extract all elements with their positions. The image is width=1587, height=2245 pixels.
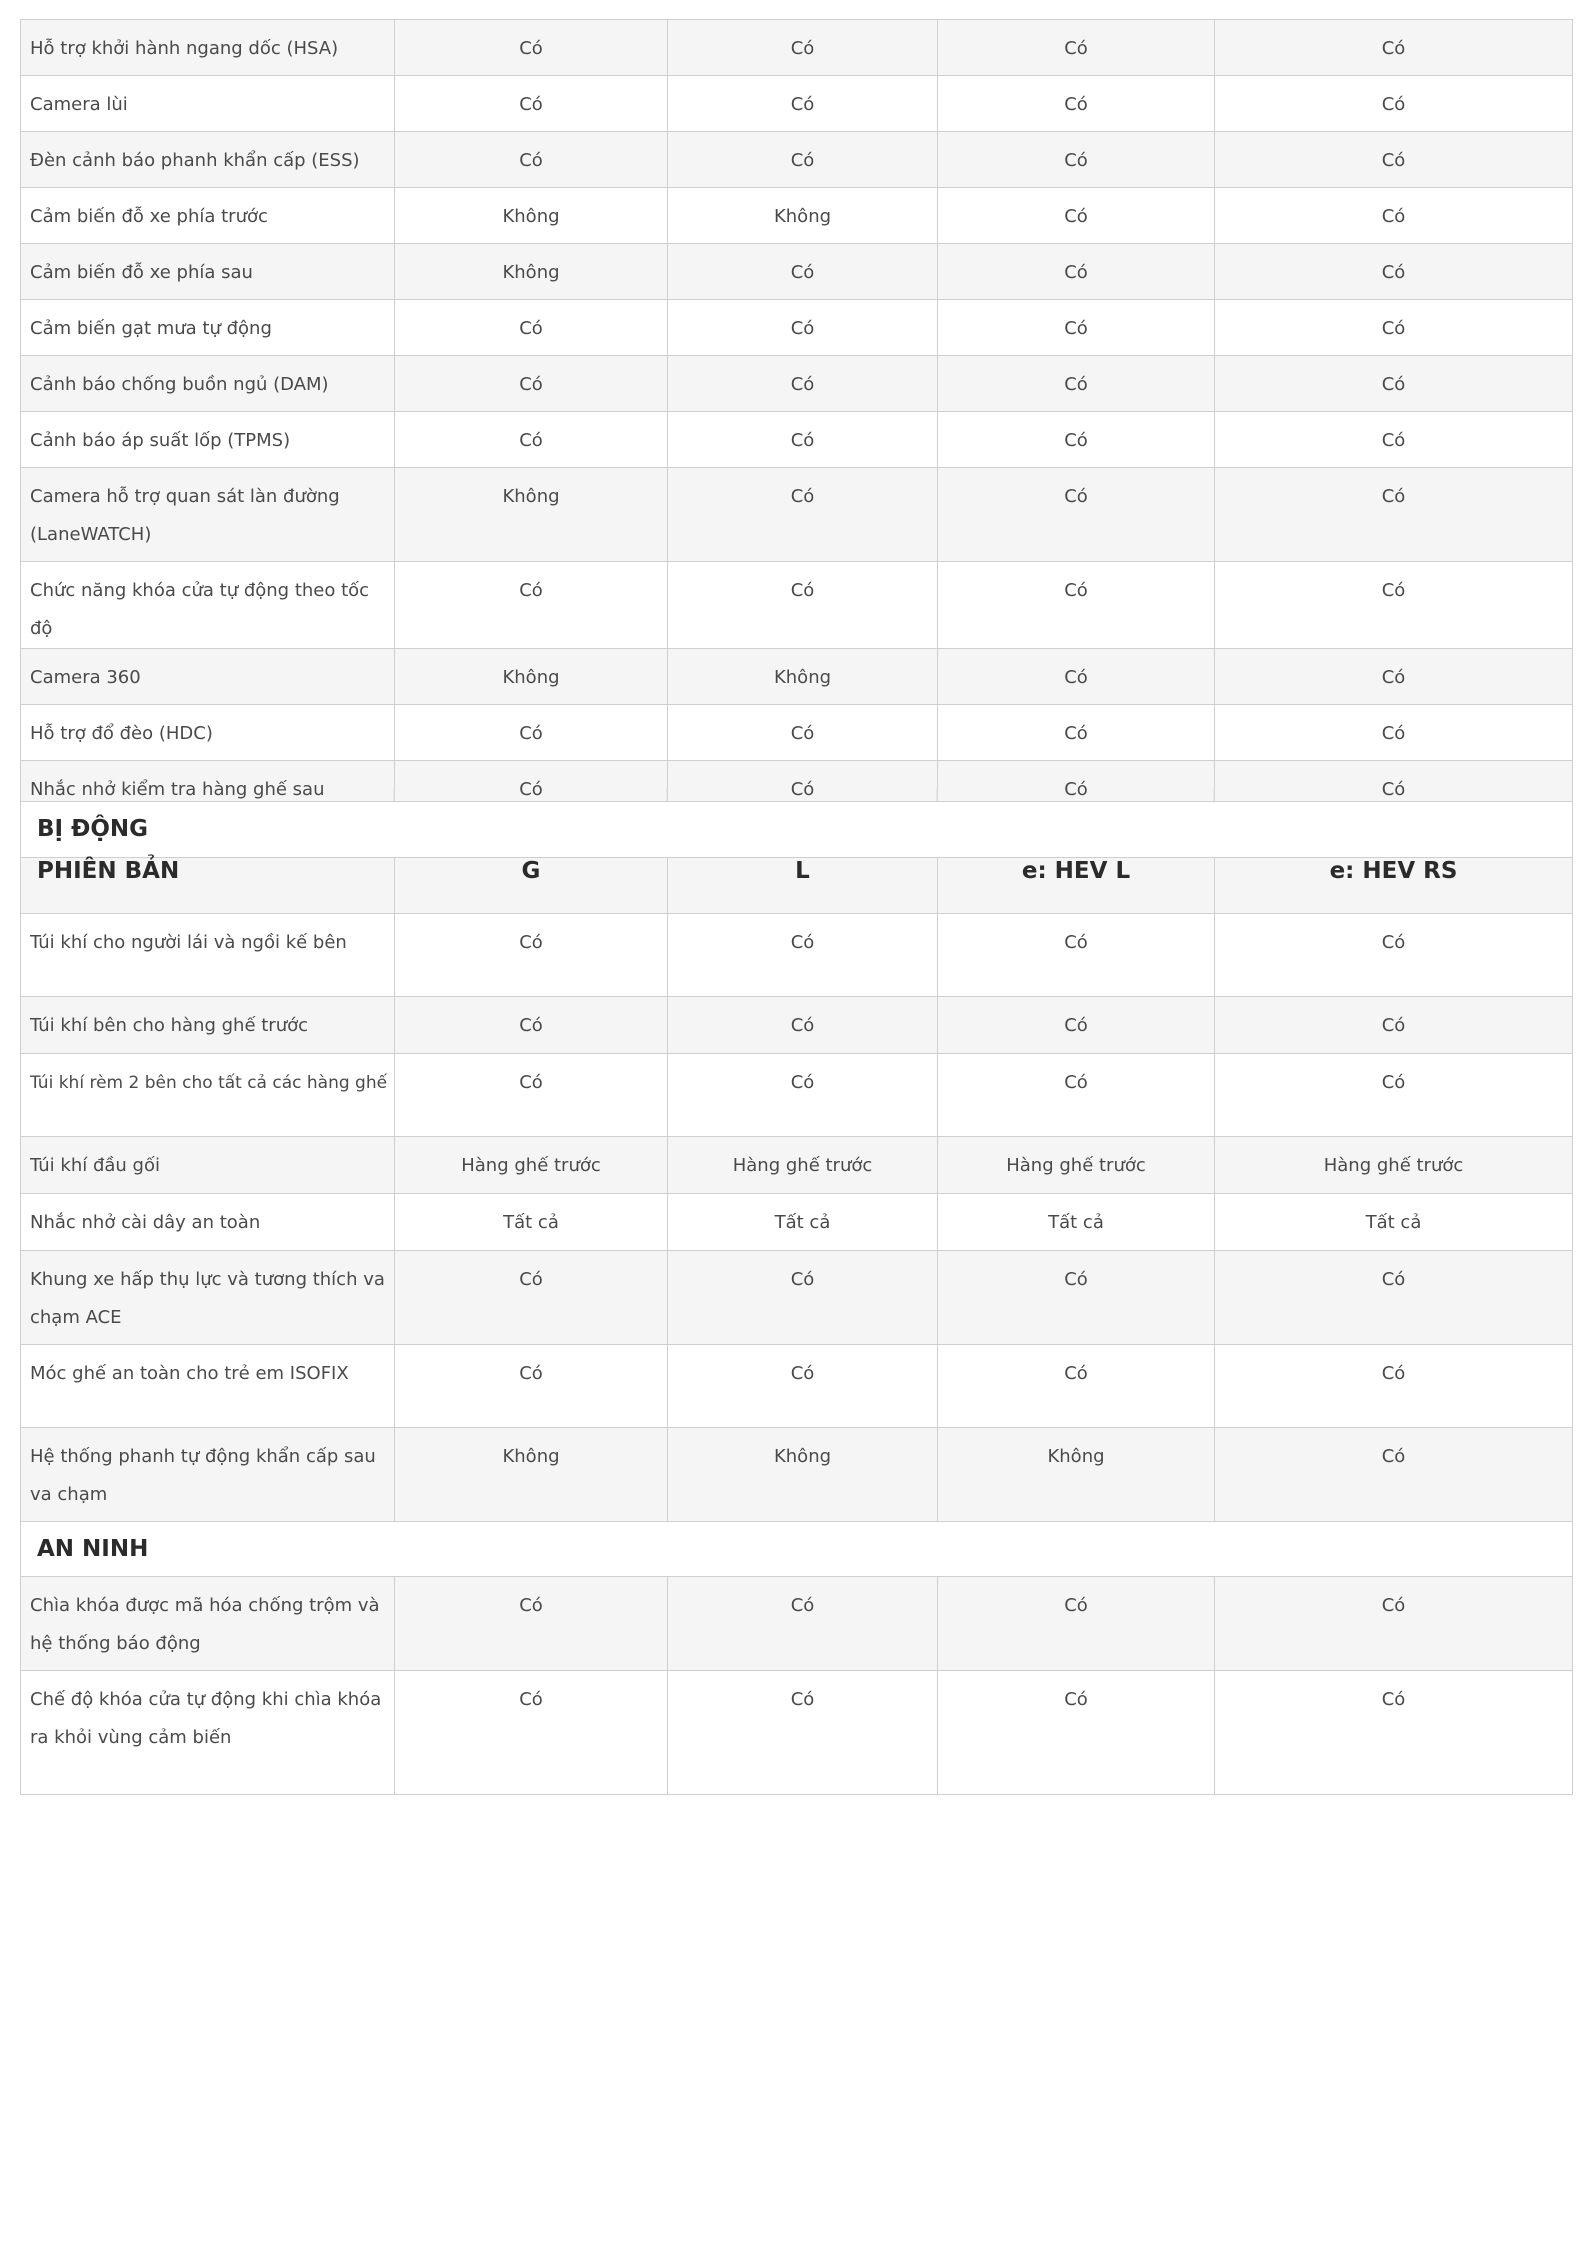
value-hev-rs: Có xyxy=(1215,649,1573,705)
value-hev-rs: Có xyxy=(1215,1054,1573,1137)
value-l: Có xyxy=(668,1054,938,1137)
feature-label: Nhắc nhở kiểm tra hàng ghế sau xyxy=(21,761,395,817)
value-hev-l: Có xyxy=(938,1251,1215,1345)
value-g: Không xyxy=(395,649,668,705)
value-hev-l: Tất cả xyxy=(938,1194,1215,1251)
feature-label: Cảnh báo chống buồn ngủ (DAM) xyxy=(21,356,395,412)
value-g: Tất cả xyxy=(395,1194,668,1251)
value-g: Có xyxy=(395,1054,668,1137)
table-row xyxy=(21,1345,1573,1428)
section-row xyxy=(21,1522,1573,1577)
passive-security-table xyxy=(20,801,1573,1795)
feature-label: Cảm biến đỗ xe phía trước xyxy=(21,188,395,244)
value-g: Không xyxy=(395,188,668,244)
header-version-l: L xyxy=(668,858,938,914)
safety-features-table xyxy=(20,19,1573,817)
value-l: Có xyxy=(668,705,938,761)
value-hev-l: Có xyxy=(938,76,1215,132)
value-hev-l: Có xyxy=(938,132,1215,188)
value-hev-rs: Có xyxy=(1215,1345,1573,1428)
value-hev-rs: Hàng ghế trước xyxy=(1215,1137,1573,1194)
value-hev-rs: Có xyxy=(1215,914,1573,997)
value-l: Có xyxy=(668,1251,938,1345)
value-l: Không xyxy=(668,1428,938,1522)
value-hev-rs: Có xyxy=(1215,1251,1573,1345)
table-row xyxy=(21,356,1573,412)
table-row xyxy=(21,649,1573,705)
value-g: Có xyxy=(395,1577,668,1671)
feature-label: Đèn cảnh báo phanh khẩn cấp (ESS) xyxy=(21,132,395,188)
table-row xyxy=(21,76,1573,132)
section-row xyxy=(21,802,1573,858)
value-g: Không xyxy=(395,1428,668,1522)
value-hev-rs: Có xyxy=(1215,244,1573,300)
value-hev-rs: Có xyxy=(1215,76,1573,132)
value-l: Hàng ghế trước xyxy=(668,1137,938,1194)
table-row xyxy=(21,300,1573,356)
feature-label: Camera lùi xyxy=(21,76,395,132)
value-l: Có xyxy=(668,468,938,562)
value-hev-rs: Có xyxy=(1215,705,1573,761)
value-hev-l: Có xyxy=(938,244,1215,300)
value-hev-l: Có xyxy=(938,300,1215,356)
table-row xyxy=(21,1577,1573,1671)
value-hev-rs: Có xyxy=(1215,997,1573,1054)
value-l: Có xyxy=(668,914,938,997)
table-row xyxy=(21,412,1573,468)
value-hev-rs: Có xyxy=(1215,20,1573,76)
value-hev-l: Có xyxy=(938,468,1215,562)
table-row xyxy=(21,914,1573,997)
table-row xyxy=(21,705,1573,761)
value-hev-l: Có xyxy=(938,562,1215,649)
value-l: Có xyxy=(668,300,938,356)
value-g: Có xyxy=(395,20,668,76)
value-hev-l: Có xyxy=(938,1345,1215,1428)
value-hev-l: Có xyxy=(938,1671,1215,1795)
value-hev-rs: Có xyxy=(1215,356,1573,412)
value-g: Có xyxy=(395,132,668,188)
feature-label: Chìa khóa được mã hóa chống trộm và hệ thống báo động xyxy=(21,1577,395,1671)
value-hev-l: Có xyxy=(938,997,1215,1054)
value-g: Không xyxy=(395,468,668,562)
table-row xyxy=(21,1194,1573,1251)
table-row xyxy=(21,244,1573,300)
feature-label: Túi khí bên cho hàng ghế trước xyxy=(21,997,395,1054)
value-l: Có xyxy=(668,356,938,412)
header-version-label: PHIÊN BẢN xyxy=(21,858,395,914)
table-row xyxy=(21,562,1573,649)
value-l: Tất cả xyxy=(668,1194,938,1251)
feature-label: Chức năng khóa cửa tự động theo tốc độ xyxy=(21,562,395,649)
table-row xyxy=(21,997,1573,1054)
value-l: Có xyxy=(668,1577,938,1671)
feature-label: Camera 360 xyxy=(21,649,395,705)
table-row xyxy=(21,188,1573,244)
table-row xyxy=(21,1428,1573,1522)
value-g: Có xyxy=(395,705,668,761)
value-hev-rs: Tất cả xyxy=(1215,1194,1573,1251)
value-g: Có xyxy=(395,997,668,1054)
feature-label: Khung xe hấp thụ lực và tương thích va chạm ACE xyxy=(21,1251,395,1345)
value-g: Có xyxy=(395,914,668,997)
header-version-hev-l: e: HEV L xyxy=(938,858,1215,914)
header-row xyxy=(21,858,1573,914)
value-g: Có xyxy=(395,1345,668,1428)
value-hev-l: Có xyxy=(938,914,1215,997)
value-g: Có xyxy=(395,300,668,356)
value-g: Có xyxy=(395,562,668,649)
value-l: Có xyxy=(668,761,938,817)
value-g: Có xyxy=(395,76,668,132)
value-l: Có xyxy=(668,1345,938,1428)
value-l: Có xyxy=(668,244,938,300)
value-l: Có xyxy=(668,132,938,188)
feature-label: Chế độ khóa cửa tự động khi chìa khóa ra khỏi vùng cảm biến xyxy=(21,1671,395,1795)
table-row xyxy=(21,20,1573,76)
value-hev-l: Hàng ghế trước xyxy=(938,1137,1215,1194)
value-hev-l: Không xyxy=(938,1428,1215,1522)
value-hev-l: Có xyxy=(938,1577,1215,1671)
value-l: Có xyxy=(668,997,938,1054)
value-l: Có xyxy=(668,412,938,468)
header-version-g: G xyxy=(395,858,668,914)
table-row xyxy=(21,1671,1573,1795)
value-hev-rs: Có xyxy=(1215,300,1573,356)
value-hev-rs: Có xyxy=(1215,1577,1573,1671)
value-hev-rs: Có xyxy=(1215,188,1573,244)
value-hev-rs: Có xyxy=(1215,132,1573,188)
value-hev-l: Có xyxy=(938,356,1215,412)
value-l: Có xyxy=(668,20,938,76)
value-g: Hàng ghế trước xyxy=(395,1137,668,1194)
value-hev-rs: Có xyxy=(1215,468,1573,562)
table-row xyxy=(21,1054,1573,1137)
value-g: Có xyxy=(395,412,668,468)
feature-label: Túi khí cho người lái và ngồi kế bên xyxy=(21,914,395,997)
table-row xyxy=(21,1137,1573,1194)
value-hev-l: Có xyxy=(938,20,1215,76)
table-row xyxy=(21,1251,1573,1345)
value-hev-rs: Có xyxy=(1215,761,1573,817)
table-gap-divider xyxy=(20,789,1572,801)
value-hev-l: Có xyxy=(938,1054,1215,1137)
feature-label: Cảm biến gạt mưa tự động xyxy=(21,300,395,356)
value-hev-l: Có xyxy=(938,412,1215,468)
value-l: Không xyxy=(668,188,938,244)
section-title-passive: BỊ ĐỘNG xyxy=(21,802,1573,858)
value-g: Có xyxy=(395,761,668,817)
feature-label: Cảm biến đỗ xe phía sau xyxy=(21,244,395,300)
value-g: Có xyxy=(395,1251,668,1345)
feature-label: Túi khí rèm 2 bên cho tất cả các hàng ghế xyxy=(21,1054,395,1137)
feature-label: Túi khí đầu gối xyxy=(21,1137,395,1194)
value-hev-rs: Có xyxy=(1215,412,1573,468)
feature-label: Camera hỗ trợ quan sát làn đường (LaneWATCH) xyxy=(21,468,395,562)
feature-label: Móc ghế an toàn cho trẻ em ISOFIX xyxy=(21,1345,395,1428)
value-hev-rs: Có xyxy=(1215,1428,1573,1522)
section-title-security: AN NINH xyxy=(21,1522,1573,1577)
value-l: Có xyxy=(668,76,938,132)
value-hev-l: Có xyxy=(938,188,1215,244)
value-g: Không xyxy=(395,244,668,300)
feature-label: Hỗ trợ khởi hành ngang dốc (HSA) xyxy=(21,20,395,76)
table-row xyxy=(21,468,1573,562)
value-hev-rs: Có xyxy=(1215,1671,1573,1795)
feature-label: Cảnh báo áp suất lốp (TPMS) xyxy=(21,412,395,468)
value-g: Có xyxy=(395,356,668,412)
value-l: Có xyxy=(668,562,938,649)
feature-label: Hỗ trợ đổ đèo (HDC) xyxy=(21,705,395,761)
value-l: Có xyxy=(668,1671,938,1795)
value-hev-l: Có xyxy=(938,705,1215,761)
header-version-hev-rs: e: HEV RS xyxy=(1215,858,1573,914)
value-hev-rs: Có xyxy=(1215,562,1573,649)
value-hev-l: Có xyxy=(938,649,1215,705)
value-g: Có xyxy=(395,1671,668,1795)
feature-label: Nhắc nhở cài dây an toàn xyxy=(21,1194,395,1251)
feature-label: Hệ thống phanh tự động khẩn cấp sau va chạm xyxy=(21,1428,395,1522)
value-hev-l: Có xyxy=(938,761,1215,817)
table-row xyxy=(21,132,1573,188)
value-l: Không xyxy=(668,649,938,705)
